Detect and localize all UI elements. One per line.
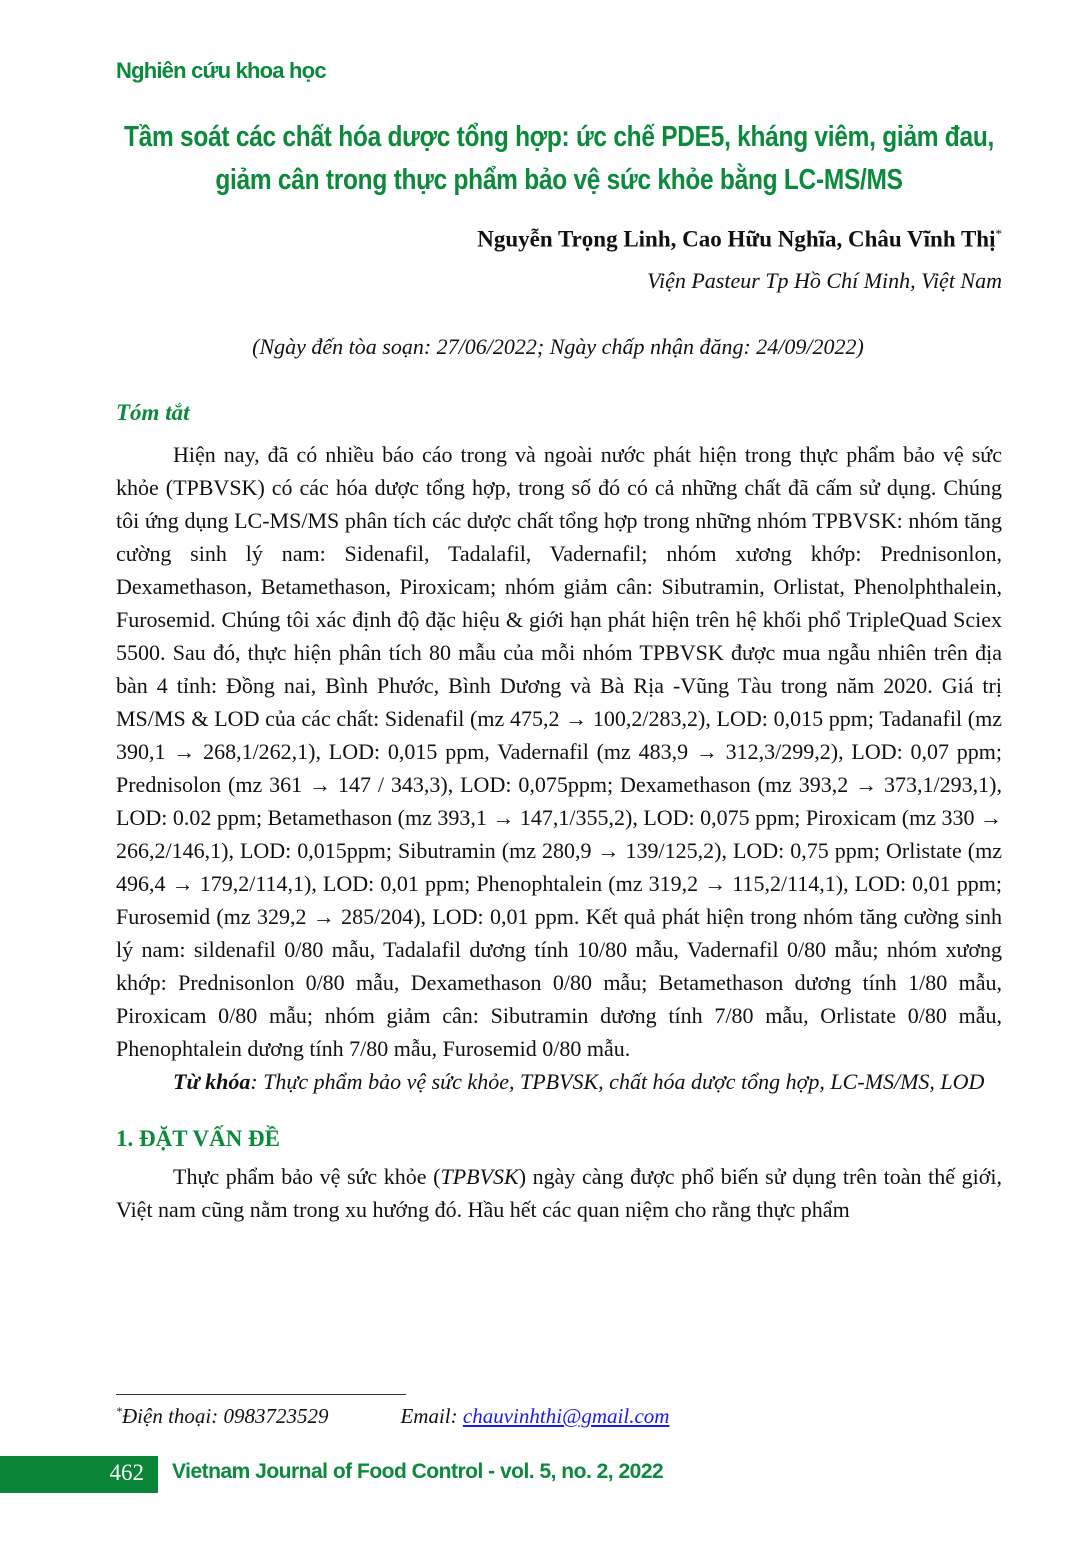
section-heading: 1. ĐẶT VẤN ĐỀ [116, 1126, 281, 1151]
footnote-mark: * [116, 1404, 122, 1418]
keywords [116, 1065, 1002, 1098]
authors [477, 226, 1002, 253]
affiliation: Viện Pasteur Tp Hồ Chí Minh, Việt Nam [647, 268, 1002, 293]
footnote-divider [116, 1394, 406, 1395]
keywords-label: Từ khóa [173, 1069, 251, 1094]
title-line-2: giảm cân trong thực phẩm bảo vệ sức khỏe bằng LC-MS/MS [215, 164, 903, 196]
intro-text-a: Thực phẩm bảo vệ sức khỏe ( [173, 1164, 441, 1189]
journal-name: Vietnam Journal of Food Control - vol. 5, no. 2, 2022 [172, 1460, 664, 1483]
page-number: 462 [109, 1460, 144, 1485]
paper-title [124, 116, 994, 202]
page-number-box [0, 1456, 158, 1493]
section-body [116, 1160, 1002, 1226]
abstract-heading: Tóm tắt [116, 400, 190, 425]
footnote-email-label: Email: [400, 1404, 463, 1428]
intro-text-b: ) ngày càng được phổ biến sử dụng trên toàn thế giới, Việt nam cũng nằm trong xu hướng đó. Hầu hết các quan niệm cho rằng thực phẩm [116, 1164, 1002, 1222]
author-names: Nguyễn Trọng Linh, Cao Hữu Nghĩa, Châu Vĩnh Thị [477, 226, 996, 252]
footnote [116, 1404, 669, 1429]
keywords-text: : Thực phẩm bảo vệ sức khỏe, TPBVSK, chất hóa dược tổng hợp, LC-MS/MS, LOD [250, 1069, 985, 1094]
submission-dates: (Ngày đến tòa soạn: 27/06/2022; Ngày chấp nhận đăng: 24/09/2022) [252, 334, 864, 359]
intro-text-em: TPBVSK [440, 1164, 519, 1189]
title-line-1: Tầm soát các chất hóa dược tổng hợp: ức chế PDE5, kháng viêm, giảm đau, [124, 121, 995, 153]
email-link[interactable]: chauvinhthi@gmail.com [462, 1404, 670, 1428]
section-tag: Nghiên cứu khoa học [116, 58, 326, 83]
footnote-phone: Điện thoại: 0983723529 [122, 1404, 329, 1428]
main-text [116, 438, 1002, 1226]
abstract-text: Hiện nay, đã có nhiều báo cáo trong và ngoài nước phát hiện trong thực phẩm bảo vệ sức khỏe (TPBVSK) có các hóa dược tổng hợp, trong số đó có cả những chất đã cấm sử dụng. Chúng tôi ứng dụng LC-MS/MS phân tích các dược chất tổng hợp trong những nhóm TPBVSK: nhóm tăng cường sinh lý nam: Sidenafil, Tadalafil, Vadernafil; nhóm xương khớp: Prednisonlon, Dexamethason, Betamethason, Piroxicam; nhóm giảm cân: Sibutramin, Orlistat, Phenolphthalein, Furosemid. Chúng tôi xác định độ đặc hiệu & giới hạn phát hiện trên hệ khối phổ TripleQuad Sciex 5500. Sau đó, thực hiện phân tích 80 mẫu của mỗi nhóm TPBVSK được mua ngẫu nhiên trên địa bàn 4 tỉnh: Đồng nai, Bình Phước, Bình Dương và Bà Rịa -Vũng Tàu trong năm 2020. Giá trị MS/MS & LOD của các chất: Sidenafil (mz 475,2 → 100,2/283,2), LOD: 0,015 ppm; Tadanafil (mz 390,1 → 268,1/262,1), LOD: 0,015 ppm, Vadernafil (mz 483,9 → 312,3/299,2), LOD: 0,07 ppm; Prednisolon (mz 361 → 147 / 343,3), LOD: 0,075ppm; Dexamethason (mz 393,2 → 373,1/293,1), LOD: 0.02 ppm; Betamethason (mz 393,1 → 147,1/355,2), LOD: 0,075 ppm; Piroxicam (mz 330 → 266,2/146,1), LOD: 0,015ppm; Sibutramin (mz 280,9 → 139/125,2), LOD: 0,75 ppm; Orlistate (mz 496,4 → 179,2/114,1), LOD: 0,01 ppm; Phenophtalein (mz 319,2 → 115,2/114,1), LOD: 0,01 ppm; Furosemid (mz 329,2 → 285/204), LOD: 0,01 ppm. Kết quả phát hiện trong nhóm tăng cường sinh lý nam: sildenafil 0/80 mẫu, Tadalafil dương tính 10/80 mẫu, Vadernafil 0/80 mẫu; nhóm xương khớp: Prednisonlon 0/80 mẫu, Dexamethason 0/80 mẫu; Betamethason dương tính 1/80 mẫu, Piroxicam 0/80 mẫu; nhóm giảm cân: Sibutramin dương tính 7/80 mẫu, Orlistate 0/80 mẫu, Phenophtalein dương tính 7/80 mẫu, Furosemid 0/80 mẫu. [116, 442, 1003, 1061]
author-mark: * [995, 226, 1002, 241]
